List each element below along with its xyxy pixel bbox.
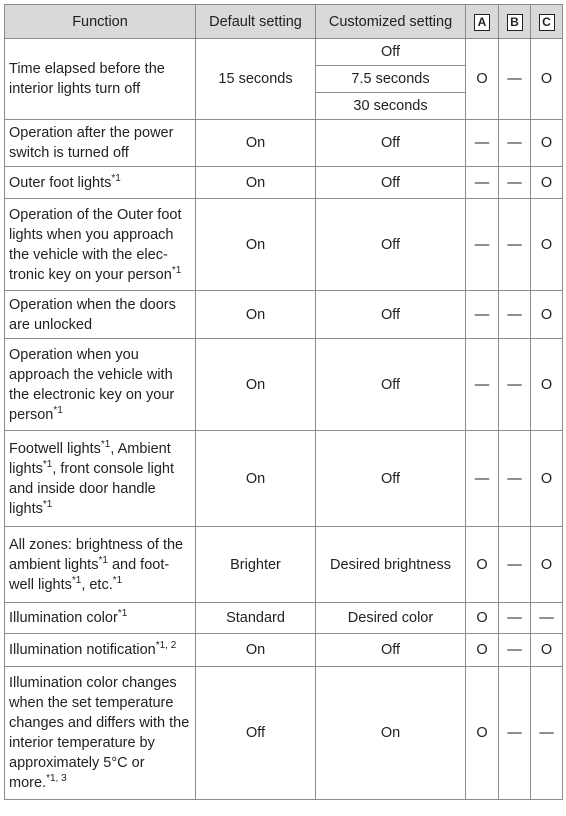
header-function: Function (5, 5, 196, 39)
footnote-ref: *1 (71, 574, 82, 586)
col-c-badge: C (539, 14, 555, 31)
default-cell: Standard (196, 603, 316, 634)
col-a-badge: A (474, 14, 490, 31)
custom-cell: Desired color (316, 603, 466, 634)
default-cell: Off (196, 667, 316, 800)
footnote-ref: *1 (111, 172, 121, 184)
function-text: Illumination color (9, 610, 118, 626)
function-text: Time elapsed before the interior lights turn off (9, 61, 165, 97)
col-b-cell: — (499, 667, 531, 800)
function-text: All zones: brightness of the ambient lights (9, 536, 184, 573)
function-text: Illumination notification (9, 642, 156, 658)
col-b-cell: — (499, 167, 531, 199)
header-customized-setting: Customized setting (316, 5, 466, 39)
col-c-cell: O (531, 39, 563, 120)
col-a-cell: — (466, 291, 499, 339)
col-b-cell: — (499, 634, 531, 667)
col-a-cell: — (466, 167, 499, 199)
header-col-c (531, 5, 563, 39)
col-a-cell: — (466, 431, 499, 527)
default-cell: On (196, 291, 316, 339)
function-text: , front console light and inside door handle lights (9, 460, 175, 517)
function-text: Operation when you approach the vehicle with the electronic key on your person (9, 346, 175, 423)
col-b-cell: — (499, 603, 531, 634)
function-cell (5, 167, 196, 199)
default-cell: On (196, 431, 316, 527)
function-text: , etc. (81, 576, 113, 593)
function-cell (5, 120, 196, 167)
settings-table (4, 4, 563, 800)
table-row (5, 431, 563, 527)
custom-cell: Desired brightness (316, 527, 466, 603)
table-row (5, 291, 563, 339)
col-c-cell: O (531, 634, 563, 667)
default-cell: On (196, 199, 316, 291)
function-text: , Ambient lights (9, 440, 171, 477)
header-col-a (466, 5, 499, 39)
default-cell: On (196, 339, 316, 431)
col-b-cell: — (499, 199, 531, 291)
col-c-cell: O (531, 339, 563, 431)
custom-cell: On (316, 667, 466, 800)
function-cell (5, 634, 196, 667)
col-c-cell: O (531, 199, 563, 291)
footnote-ref: *1 (42, 498, 53, 510)
table-row (5, 199, 563, 291)
header-default-setting: Default setting (196, 5, 316, 39)
table-row (5, 667, 563, 800)
table-row (5, 603, 563, 634)
function-cell (5, 199, 196, 291)
function-cell (5, 527, 196, 603)
function-cell (5, 39, 196, 120)
footnote-ref: *1 (42, 458, 53, 470)
col-a-cell: — (466, 199, 499, 291)
col-b-cell: — (499, 39, 531, 120)
footnote-ref: *1 (98, 554, 108, 566)
col-c-cell: — (531, 603, 563, 634)
default-cell: Brighter (196, 527, 316, 603)
footnote-ref: *1 (117, 608, 128, 619)
default-cell: 15 seconds (196, 39, 316, 120)
col-c-cell: O (531, 167, 563, 199)
col-c-cell: O (531, 291, 563, 339)
function-text: Operation when the doors are unlocked (9, 296, 176, 333)
custom-option-cell: 30 seconds (316, 93, 466, 120)
table-row (5, 120, 563, 167)
col-c-cell: O (531, 120, 563, 167)
default-cell: On (196, 120, 316, 167)
col-a-cell: O (466, 527, 499, 603)
col-b-cell: — (499, 291, 531, 339)
default-cell: On (196, 167, 316, 199)
footnote-ref: *1, 2 (155, 640, 177, 651)
table-row (5, 39, 563, 66)
col-a-cell: — (466, 339, 499, 431)
custom-cell: Off (316, 291, 466, 339)
col-b-cell: — (499, 120, 531, 167)
function-cell (5, 339, 196, 431)
table-row (5, 634, 563, 667)
header-row (5, 5, 563, 39)
col-c-cell: — (531, 667, 563, 800)
col-a-cell: O (466, 667, 499, 800)
table-row (5, 167, 563, 199)
custom-option-cell: 7.5 seconds (316, 66, 466, 93)
custom-cell: Off (316, 199, 466, 291)
col-b-badge: B (507, 14, 523, 31)
function-text: and foot-well lights (9, 556, 170, 593)
function-text: Operation of the Outer foot lights when you approach the vehicle with the elec-tronic key on your person (9, 206, 182, 283)
col-a-cell: O (466, 634, 499, 667)
custom-option-cell: Off (316, 39, 466, 66)
footnote-ref: *1, 3 (46, 773, 67, 784)
function-text: Footwell lights (9, 440, 101, 457)
col-a-cell: — (466, 120, 499, 167)
table-row (5, 339, 563, 431)
function-cell (5, 431, 196, 527)
col-a-cell: O (466, 603, 499, 634)
col-a-cell: O (466, 39, 499, 120)
function-cell (5, 667, 196, 800)
default-cell: On (196, 634, 316, 667)
footnote-ref: *1 (112, 574, 123, 586)
table-row (5, 527, 563, 603)
function-text: Operation after the power switch is turned off (9, 125, 174, 161)
custom-cell: Off (316, 634, 466, 667)
footnote-ref: *1 (100, 438, 111, 450)
header-col-b (499, 5, 531, 39)
function-text: Outer foot lights (9, 174, 112, 191)
custom-cell: Off (316, 431, 466, 527)
custom-cell: Off (316, 120, 466, 167)
col-b-cell: — (499, 431, 531, 527)
custom-cell: Off (316, 167, 466, 199)
function-cell (5, 291, 196, 339)
col-c-cell: O (531, 527, 563, 603)
col-b-cell: — (499, 527, 531, 603)
col-c-cell: O (531, 431, 563, 527)
col-b-cell: — (499, 339, 531, 431)
custom-cell: Off (316, 339, 466, 431)
footnote-ref: *1 (171, 264, 182, 276)
function-cell (5, 603, 196, 634)
function-text: Illumination color changes when the set temperature changes and differs with the interior temperature by approximately 5°C or more. (9, 675, 190, 791)
footnote-ref: *1 (53, 404, 63, 416)
